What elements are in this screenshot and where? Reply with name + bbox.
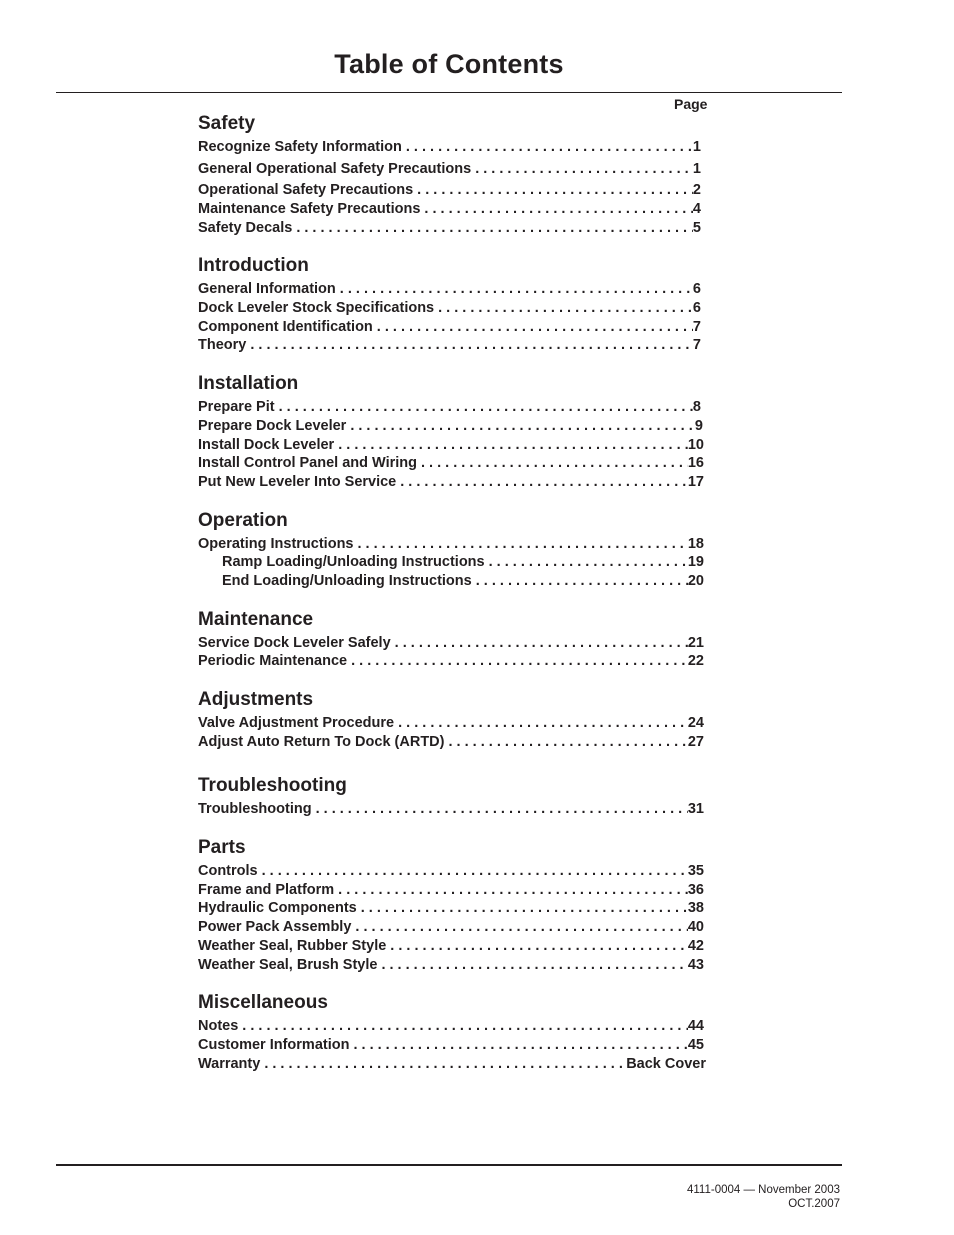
toc-entry[interactable] [198, 733, 704, 751]
dot-leader [485, 553, 688, 571]
toc-entry[interactable] [198, 899, 704, 917]
toc-entry[interactable] [198, 918, 704, 936]
toc-entry[interactable] [198, 160, 701, 178]
toc-entry-page: 5 [692, 220, 701, 236]
toc-entry[interactable] [198, 800, 704, 818]
toc-entry-page: 6 [692, 281, 701, 297]
toc-entry-label: Notes [198, 1018, 239, 1034]
toc-entry-label: Weather Seal, Brush Style [198, 957, 378, 973]
dot-leader [357, 899, 688, 917]
dot-leader [434, 299, 693, 317]
footer-rule [56, 1164, 842, 1166]
toc-entry-label: Operational Safety Precautions [198, 182, 414, 198]
toc-entry-page: 16 [687, 455, 704, 471]
toc-entry[interactable] [198, 318, 701, 336]
dot-leader [373, 318, 693, 336]
toc-entry[interactable] [198, 473, 704, 491]
toc-entry-page: 6 [692, 300, 701, 316]
dot-leader [347, 652, 688, 670]
toc-entry-page: 31 [687, 801, 704, 817]
toc-entry-label: Prepare Pit [198, 399, 275, 415]
page-column-label: Page [674, 96, 708, 112]
toc-entry[interactable] [198, 138, 701, 156]
toc-entry-page: 43 [687, 957, 704, 973]
toc-entry[interactable] [198, 219, 701, 237]
toc-entry-page: 44 [687, 1018, 704, 1034]
section-title-adjustments: Adjustments [198, 689, 314, 710]
toc-entry-page: 7 [692, 337, 701, 353]
toc-entry-label: Frame and Platform [198, 882, 335, 898]
toc-entry[interactable] [198, 956, 704, 974]
toc-entry-label: Component Identification [198, 319, 373, 335]
toc-entry[interactable] [198, 280, 701, 298]
toc-entry-page: 17 [687, 474, 704, 490]
toc-entry-label: Warranty [198, 1056, 261, 1072]
dot-leader [354, 535, 688, 553]
toc-entry-page: 9 [694, 418, 703, 434]
dot-leader [417, 454, 688, 472]
toc-entry[interactable] [198, 535, 704, 553]
toc-entry-page: 24 [687, 715, 704, 731]
dot-leader [351, 918, 687, 936]
dot-leader [346, 417, 695, 435]
toc-entry[interactable] [198, 652, 704, 670]
toc-entry-label: Controls [198, 863, 258, 879]
dot-leader [420, 200, 693, 218]
dot-leader [258, 862, 688, 880]
header-rule [56, 92, 842, 93]
toc-subentry[interactable] [222, 553, 704, 571]
dot-leader [292, 219, 693, 237]
toc-entry-label: Dock Leveler Stock Specifications [198, 300, 435, 316]
toc-entry-label: End Loading/Unloading Instructions [222, 573, 472, 589]
toc-entry-label: General Information [198, 281, 336, 297]
toc-entry-label: Maintenance Safety Precautions [198, 201, 421, 217]
section-title-introduction: Introduction [198, 255, 309, 276]
section-title-installation: Installation [198, 373, 299, 394]
section-title-maintenance: Maintenance [198, 609, 314, 630]
toc-entry-label: Valve Adjustment Procedure [198, 715, 395, 731]
toc-entry-page: 21 [687, 635, 704, 651]
toc-entry-label: Adjust Auto Return To Dock (ARTD) [198, 734, 445, 750]
toc-entry-page: 1 [692, 161, 701, 177]
toc-subentry[interactable] [222, 572, 704, 590]
toc-entry[interactable] [198, 714, 704, 732]
toc-entry-label: Theory [198, 337, 247, 353]
section-title-troubleshooting: Troubleshooting [198, 775, 347, 796]
dot-leader [334, 436, 688, 454]
toc-entry-label: Power Pack Assembly [198, 919, 352, 935]
toc-entry-page: 10 [687, 437, 704, 453]
dot-leader [472, 572, 688, 590]
toc-entry-page: Back Cover [626, 1056, 706, 1072]
toc-entry[interactable] [198, 881, 704, 899]
dot-leader [260, 1055, 626, 1073]
toc-entry[interactable] [198, 417, 703, 435]
toc-entry-page: 20 [687, 573, 704, 589]
toc-entry-label: Weather Seal, Rubber Style [198, 938, 387, 954]
doc-number: 4111-0004 — November 2003 [686, 1184, 840, 1196]
toc-entry-page: 7 [692, 319, 701, 335]
toc-entry[interactable] [198, 454, 704, 472]
dot-leader [396, 473, 688, 491]
toc-entry-page: 42 [687, 938, 704, 954]
section-title-miscellaneous: Miscellaneous [198, 992, 328, 1013]
toc-entry[interactable] [198, 398, 701, 416]
toc-entry-label: Prepare Dock Leveler [198, 418, 347, 434]
footer [687, 1183, 840, 1211]
toc-entry-label: Recognize Safety Information [198, 139, 402, 155]
toc-entry-page: 45 [687, 1037, 704, 1053]
toc-entry-label: Hydraulic Components [198, 900, 357, 916]
toc-entry-label: Troubleshooting [198, 801, 312, 817]
dot-leader [413, 181, 693, 199]
toc-entry-label: Periodic Maintenance [198, 653, 348, 669]
section-title-parts: Parts [198, 837, 246, 858]
toc-entry-label: Service Dock Leveler Safely [198, 635, 391, 651]
section-title-operation: Operation [198, 510, 288, 531]
toc-entry[interactable] [198, 634, 704, 652]
toc-entry[interactable] [198, 937, 704, 955]
dot-leader [471, 160, 693, 178]
toc-entry-page: 38 [687, 900, 704, 916]
toc-entry-page: 18 [687, 536, 704, 552]
toc-entry[interactable] [198, 181, 701, 199]
toc-entry-label: Put New Leveler Into Service [198, 474, 397, 490]
dot-leader [377, 956, 687, 974]
page-title: Table of Contents [334, 49, 564, 79]
toc-entry-page: 22 [687, 653, 704, 669]
dot-leader [386, 937, 688, 955]
toc-entry[interactable] [198, 1036, 704, 1054]
toc-entry-page: 4 [692, 201, 701, 217]
dot-leader [334, 881, 688, 899]
toc-entry[interactable] [198, 1055, 706, 1073]
dot-leader [246, 336, 693, 354]
toc-entry-label: Operating Instructions [198, 536, 354, 552]
toc-entry-label: General Operational Safety Precautions [198, 161, 472, 177]
toc-entry-page: 1 [692, 139, 701, 155]
dot-leader [444, 733, 687, 751]
toc-entry-page: 27 [687, 734, 704, 750]
toc-entry-page: 19 [687, 554, 704, 570]
toc-entry-label: Safety Decals [198, 220, 293, 236]
toc-entry[interactable] [198, 299, 701, 317]
dot-leader [394, 714, 688, 732]
section-title-safety: Safety [198, 113, 256, 134]
toc-entry[interactable] [198, 200, 701, 218]
toc-entry-label: Install Dock Leveler [198, 437, 335, 453]
toc-entry-page: 36 [687, 882, 704, 898]
revision-date: OCT.2007 [788, 1198, 840, 1210]
toc-entry[interactable] [198, 436, 704, 454]
toc-entry-page: 2 [692, 182, 701, 198]
toc-entry[interactable] [198, 336, 701, 354]
dot-leader [275, 398, 693, 416]
toc-entry-label: Ramp Loading/Unloading Instructions [222, 554, 485, 570]
dot-leader [391, 634, 688, 652]
toc-entry[interactable] [198, 862, 704, 880]
dot-leader [402, 138, 693, 156]
toc-entry-page: 35 [687, 863, 704, 879]
toc-entry-label: Customer Information [198, 1037, 350, 1053]
toc-entry-page: 8 [692, 399, 701, 415]
dot-leader [312, 800, 688, 818]
dot-leader [349, 1036, 687, 1054]
toc-entry-page: 40 [687, 919, 704, 935]
dot-leader [238, 1017, 688, 1035]
dot-leader [336, 280, 693, 298]
toc-entry-label: Install Control Panel and Wiring [198, 455, 417, 471]
toc-entry[interactable] [198, 1017, 704, 1035]
